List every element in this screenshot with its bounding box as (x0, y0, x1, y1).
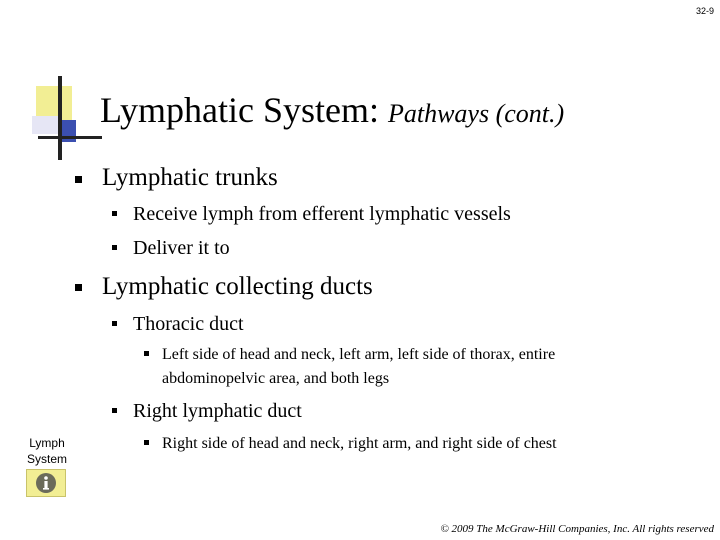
lymph-system-link-label[interactable] (22, 435, 72, 467)
slide-number: 32-9 (695, 6, 714, 16)
bullet-marker (75, 176, 82, 183)
bullet-lymphatic-trunks: Lymphatic trunks (102, 164, 278, 191)
title-decoration-graphic (32, 76, 102, 160)
bullet-right-lymphatic-duct: Right lymphatic duct (133, 400, 302, 422)
bullet-marker (144, 351, 149, 356)
bullet-marker (75, 284, 82, 291)
title-sub: Pathways (cont.) (387, 99, 565, 128)
info-icon (35, 472, 57, 494)
bullet-marker (112, 321, 117, 326)
title-main: Lymphatic System: (100, 90, 388, 130)
bullet-marker (144, 440, 149, 445)
bullet-marker (112, 245, 117, 250)
copyright-notice: © 2009 The McGraw-Hill Companies, Inc. All rights reserved (440, 523, 714, 535)
bullet-left-side-line1: Left side of head and neck, left arm, left side of thorax, entire (162, 346, 556, 363)
bullet-collecting-ducts: Lymphatic collecting ducts (102, 273, 373, 300)
bullet-right-side: Right side of head and neck, right arm, and right side of chest (162, 435, 557, 452)
bullet-left-side-line2: abdominopelvic area, and both legs (162, 370, 390, 387)
link-label-line1: Lymph (29, 436, 65, 450)
bullet-thoracic-duct: Thoracic duct (133, 313, 244, 335)
bullet-deliver-it: Deliver it to (133, 237, 230, 259)
bullet-marker (112, 408, 117, 413)
info-button[interactable] (26, 469, 66, 497)
slide-title (100, 92, 564, 128)
link-label-line2: System (26, 452, 67, 466)
bullet-receive-lymph: Receive lymph from efferent lymphatic vessels (133, 203, 511, 225)
bullet-marker (112, 211, 117, 216)
